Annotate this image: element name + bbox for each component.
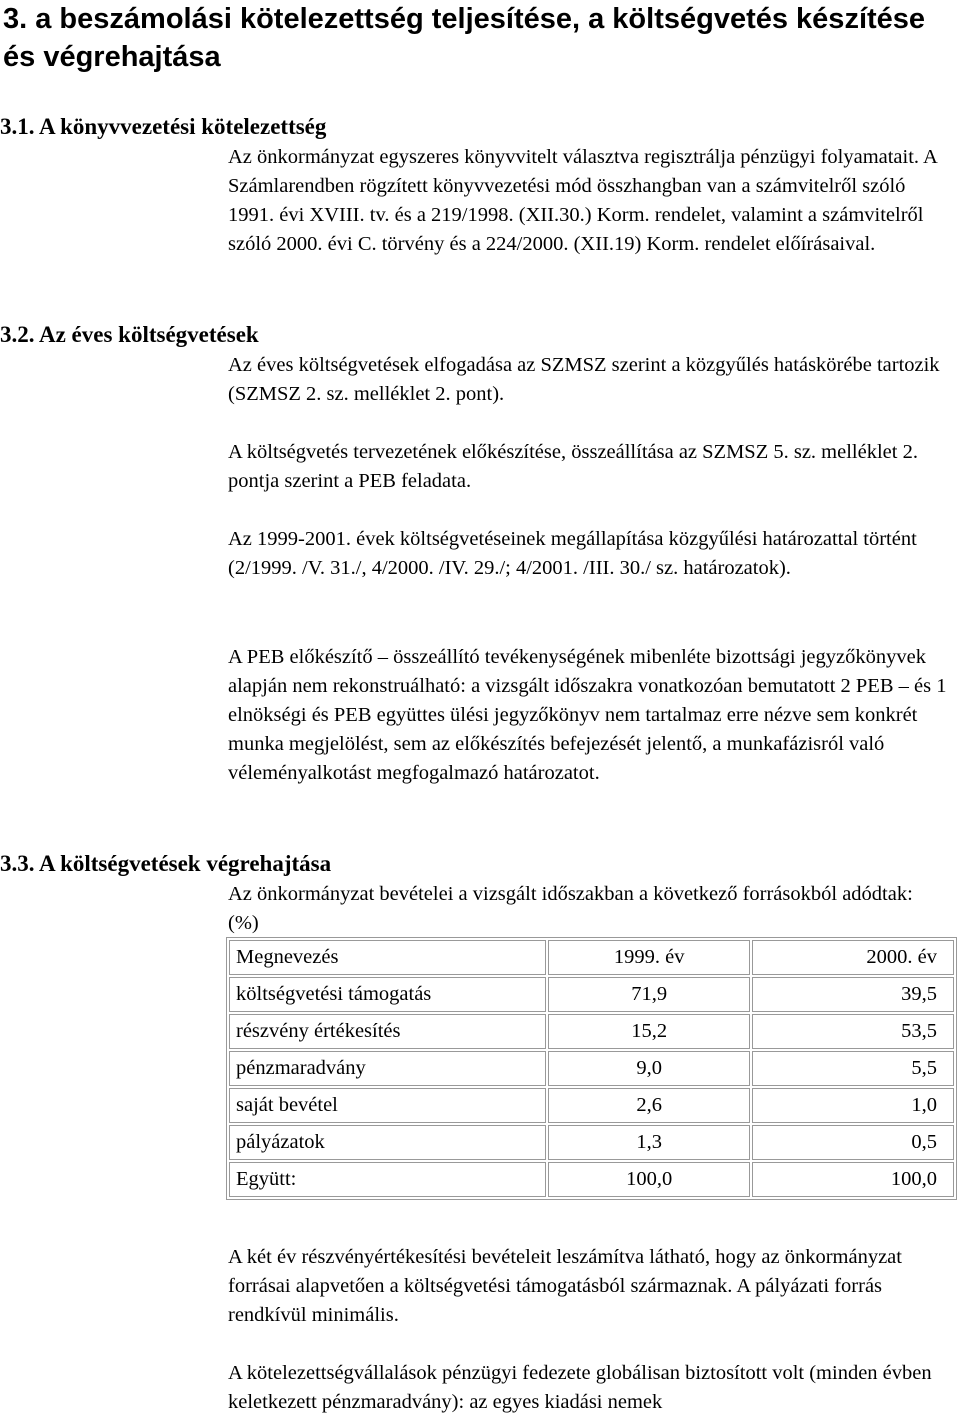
- section-3-3-paragraph: A két év részvényértékesítési bevételeit leszámítva látható, hogy az önkormányzat forrásai alapvetően a költségvetési támogatásból származnak. A pályázati forrás rendkívül minimális.: [228, 1246, 902, 1326]
- section-heading-3-2: 3.2. Az éves költségvetések: [0, 322, 259, 347]
- section-3-2-paragraph: A költségvetés tervezetének előkészítése, összeállítása az SZMSZ 5. sz. melléklet 2. pontja szerint a PEB feladata.: [228, 441, 918, 492]
- page-title: 3. a beszámolási kötelezettség teljesítése, a költségvetés készítése és végrehajtása: [3, 3, 926, 73]
- table-header-cell: 1999. év: [548, 940, 750, 975]
- table-cell: 15,2: [548, 1014, 750, 1049]
- table-header-cell: 2000. év: [752, 940, 954, 975]
- table-cell: Együtt:: [229, 1162, 546, 1197]
- table-header-row: [229, 940, 954, 975]
- table-cell: pénzmaradvány: [229, 1051, 546, 1086]
- table-row: [229, 1051, 954, 1086]
- section-3-3-intro: Az önkormányzat bevételei a vizsgált időszakban a következő forrásokból adódtak: (%): [228, 883, 913, 934]
- table-cell: pályázatok: [229, 1125, 546, 1160]
- revenue-sources-table: [226, 937, 957, 1200]
- section-3-1-body: Az önkormányzat egyszeres könyvvitelt választva regisztrálja pénzügyi folyamatait. A Számlarendben rögzített könyvvezetési mód összhangban van a számvitelről szóló 1991. évi XVIII. tv. és a 219/1998. (XII.30.) Korm. rendelet, valamint a számvitelről szóló 2000. évi C. törvény és a 224/2000. (XII.19) Korm. rendelet előírásaival.: [228, 146, 937, 255]
- section-3-3-paragraph: A kötelezettségvállalások pénzügyi fedezete globálisan biztosított volt (minden évben keletkezett pénzmaradvány): az egyes kiadási nemek: [228, 1362, 932, 1413]
- table-cell: 71,9: [548, 977, 750, 1012]
- table-cell: 1,3: [548, 1125, 750, 1160]
- table-cell: 53,5: [752, 1014, 954, 1049]
- table-row: [229, 1088, 954, 1123]
- table-cell: 100,0: [548, 1162, 750, 1197]
- table-cell: 1,0: [752, 1088, 954, 1123]
- section-heading-3-3: 3.3. A költségvetések végrehajtása: [0, 851, 332, 876]
- table-cell: 9,0: [548, 1051, 750, 1086]
- table-cell: saját bevétel: [229, 1088, 546, 1123]
- table-cell: 2,6: [548, 1088, 750, 1123]
- section-heading-3-1: 3.1. A könyvvezetési kötelezettség: [0, 114, 327, 139]
- table-cell: 100,0: [752, 1162, 954, 1197]
- table-row: [229, 977, 954, 1012]
- table-header-cell: Megnevezés: [229, 940, 546, 975]
- table-cell: részvény értékesítés: [229, 1014, 546, 1049]
- section-3-2-paragraph: A PEB előkészítő – összeállító tevékenységének mibenléte bizottsági jegyzőkönyvek alapján nem rekonstruálható: a vizsgált időszakra vonatkozóan bemutatott 2 PEB – és 1 elnökségi és PEB együttes ülési jegyzőkönyv nem tartalmaz erre nézve sem konkrét munka megjelölést, sem az előkészítés befejezését jelentő, a munkafázisról való véleményalkotást megfogalmazó határozatot.: [228, 646, 947, 784]
- table-row: [229, 1125, 954, 1160]
- table-row: [229, 1162, 954, 1197]
- table-row: [229, 1014, 954, 1049]
- table-cell: költségvetési támogatás: [229, 977, 546, 1012]
- table-cell: 0,5: [752, 1125, 954, 1160]
- section-3-2-paragraph: Az 1999-2001. évek költségvetéseinek megállapítása közgyűlési határozattal történt (2/1999. /V. 31./, 4/2000. /IV. 29./; 4/2001. /III. 30./ sz. határozatok).: [228, 528, 917, 579]
- section-3-2-paragraph: Az éves költségvetések elfogadása az SZMSZ szerint a közgyűlés hatáskörébe tartozik (SZMSZ 2. sz. melléklet 2. pont).: [228, 354, 940, 405]
- table-cell: 39,5: [752, 977, 954, 1012]
- table-cell: 5,5: [752, 1051, 954, 1086]
